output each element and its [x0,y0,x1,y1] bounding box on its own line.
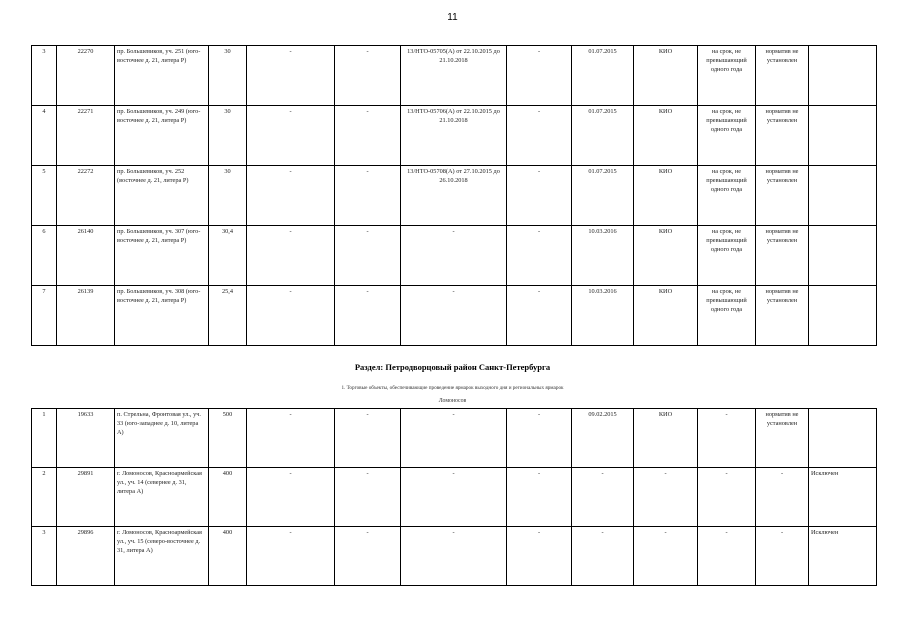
cell-area: 500 [209,409,247,468]
cell-term: на срок, не превышающий одного года [698,106,756,166]
cell-address: пр. Большевиков, уч. 249 (юго-восточнее д. 21, литера Р) [115,106,209,166]
cell-norm: норматив не установлен [756,106,809,166]
cell-number: 5 [32,166,57,226]
section-subtitle: 1. Торговые объекты, обеспечивающие проведение ярмарок выходного дня и региональных ярмарок [341,385,564,391]
cell-address: пр. Большевиков, уч. 307 (юго-восточнее д. 21, литера Р) [115,226,209,286]
cell-note [809,166,877,226]
cell-note [809,409,877,468]
cell-col6: - [335,166,401,226]
cell-norm: - [756,468,809,527]
cell-col8: - [507,226,572,286]
cell-address: пр. Большевиков, уч. 251 (юго-восточнее д. 21, литера Р) [115,46,209,106]
cell-col6: - [335,106,401,166]
cell-address: пр. Большевиков, уч. 252 (восточнее д. 21, литера Р) [115,166,209,226]
cell-col6: - [335,286,401,346]
table-row [32,409,877,468]
cell-col6: - [335,409,401,468]
cell-col5: - [247,46,335,106]
cell-col8: - [507,46,572,106]
table-row [32,286,877,346]
cell-id: 22271 [57,106,115,166]
cell-norm: норматив не установлен [756,409,809,468]
cell-col5: - [247,527,335,586]
page-number: 11 [447,12,458,23]
cell-date: - [572,468,634,527]
cell-area: 30,4 [209,226,247,286]
cell-area: 30 [209,166,247,226]
cell-org: КИО [634,166,698,226]
cell-note [809,226,877,286]
cell-note: Исключен [809,468,877,527]
cell-col8: - [507,106,572,166]
cell-date: 01.07.2015 [572,106,634,166]
cell-col5: - [247,286,335,346]
cell-col8: - [507,468,572,527]
table-row [32,468,877,527]
cell-org: КИО [634,286,698,346]
cell-col8: - [507,286,572,346]
cell-term: на срок, не превышающий одного года [698,286,756,346]
cell-col5: - [247,226,335,286]
cell-contract: 13/НТО-05706(А) от 22.10.2015 до 21.10.2018 [401,106,507,166]
cell-date: 09.02.2015 [572,409,634,468]
cell-term: на срок, не превышающий одного года [698,166,756,226]
cell-col8: - [507,409,572,468]
cell-date: - [572,527,634,586]
cell-org: - [634,468,698,527]
cell-area: 400 [209,527,247,586]
cell-norm: норматив не установлен [756,166,809,226]
cell-id: 26139 [57,286,115,346]
table-row [32,46,877,106]
cell-col8: - [507,527,572,586]
table-row [32,527,877,586]
cell-term: - [698,409,756,468]
cell-date: 01.07.2015 [572,46,634,106]
cell-term: на срок, не превышающий одного года [698,226,756,286]
table-row [32,106,877,166]
cell-contract: - [401,409,507,468]
cell-id: 19633 [57,409,115,468]
cell-norm: норматив не установлен [756,286,809,346]
cell-id: 29896 [57,527,115,586]
section-subnote: Ломоносов [438,398,467,404]
cell-term: на срок, не превышающий одного года [698,46,756,106]
cell-norm: норматив не установлен [756,46,809,106]
cell-number: 4 [32,106,57,166]
section-title: Раздел: Петродворцовый район Санкт-Петербурга [354,362,551,372]
cell-address: п. Стрельна, Фронтовая ул., уч. 33 (юго-западнее д. 10, литера А) [115,409,209,468]
cell-note [809,286,877,346]
cell-col5: - [247,468,335,527]
cell-area: 400 [209,468,247,527]
table-row [32,226,877,286]
cell-area: 25,4 [209,286,247,346]
cell-contract: - [401,468,507,527]
cell-address: г. Ломоносов, Красноармейская ул., уч. 14 (севернее д. 31, литера А) [115,468,209,527]
cell-norm: - [756,527,809,586]
cell-number: 6 [32,226,57,286]
cell-id: 29891 [57,468,115,527]
cell-term: - [698,468,756,527]
cell-org: КИО [634,106,698,166]
cell-norm: норматив не установлен [756,226,809,286]
cell-contract: 13/НТО-05708(А) от 27.10.2015 до 26.10.2018 [401,166,507,226]
cell-col6: - [335,46,401,106]
cell-term: - [698,527,756,586]
cell-note: Исключен [809,527,877,586]
registry-table-top [31,45,877,346]
cell-number: 3 [32,527,57,586]
cell-date: 10.03.2016 [572,286,634,346]
cell-area: 30 [209,46,247,106]
cell-id: 26140 [57,226,115,286]
cell-id: 22270 [57,46,115,106]
cell-org: КИО [634,226,698,286]
cell-address: г. Ломоносов, Красноармейская ул., уч. 15 (северо-восточнее д. 31, литера А) [115,527,209,586]
cell-number: 7 [32,286,57,346]
cell-contract: - [401,286,507,346]
cell-address: пр. Большевиков, уч. 308 (юго-восточнее д. 21, литера Р) [115,286,209,346]
cell-note [809,46,877,106]
cell-id: 22272 [57,166,115,226]
cell-note [809,106,877,166]
cell-contract: - [401,527,507,586]
cell-org: КИО [634,46,698,106]
cell-col6: - [335,527,401,586]
cell-number: 3 [32,46,57,106]
registry-table-bottom [31,408,877,586]
cell-contract: - [401,226,507,286]
cell-area: 30 [209,106,247,166]
cell-date: 10.03.2016 [572,226,634,286]
cell-org: - [634,527,698,586]
table-row [32,166,877,226]
cell-contract: 13/НТО-05705(А) от 22.10.2015 до 21.10.2018 [401,46,507,106]
cell-col6: - [335,468,401,527]
cell-col5: - [247,166,335,226]
cell-col8: - [507,166,572,226]
cell-org: КИО [634,409,698,468]
cell-col5: - [247,106,335,166]
cell-date: 01.07.2015 [572,166,634,226]
cell-col5: - [247,409,335,468]
cell-col6: - [335,226,401,286]
cell-number: 2 [32,468,57,527]
cell-number: 1 [32,409,57,468]
